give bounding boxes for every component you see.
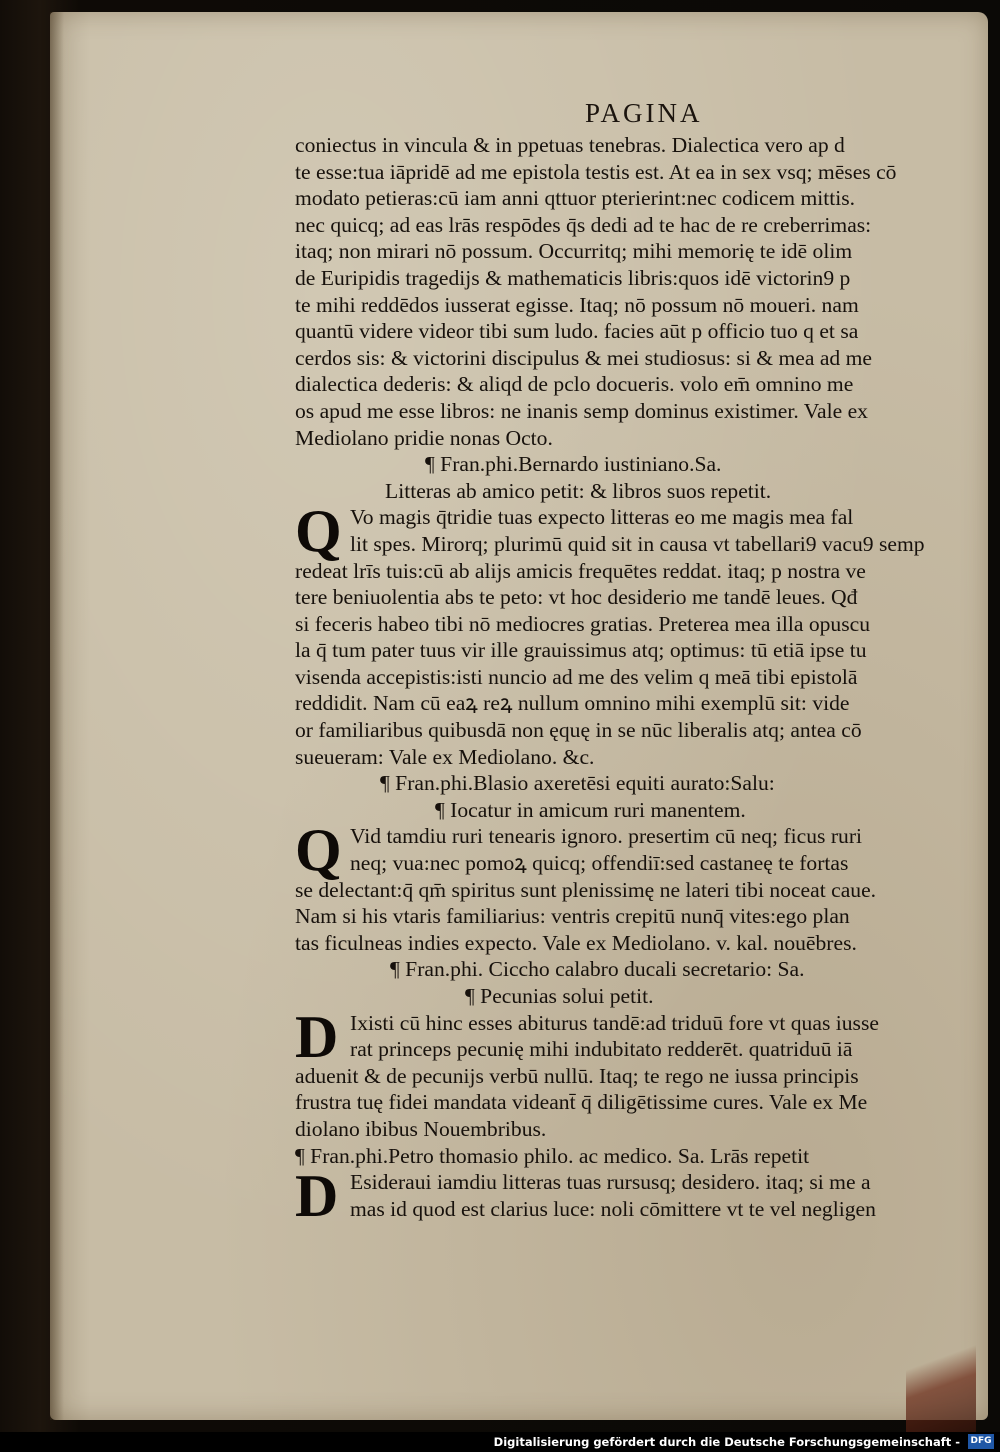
text-line: or familiaribus quibusdā non ęquę in se nūc liberalis atq; antea cō (295, 718, 862, 743)
text-line: frustra tuę fidei mandata videant̄ q̄ diligētissime cures. Vale ex Me (295, 1090, 868, 1115)
text-line: reddidit. Nam cū eaꝝ reꝝ nullum omnino mihi exemplū sit: vide (295, 691, 850, 716)
dfg-logo: DFG (968, 1434, 994, 1449)
letter-heading: ¶ Fran.phi.Petro thomasio philo. ac medico. Sa. Lrās repetit (295, 1143, 810, 1168)
drop-cap-initial: D (295, 1003, 339, 1070)
text-line: sueueram: Vale ex Mediolano. &c. (295, 744, 595, 769)
text-line: cerdos sis: & victorini discipulus & mei studiosus: si & mea ad me (295, 345, 872, 370)
text-line: modato petieras:cū iam anni qttuor pterierint:nec codicem mittis. (295, 186, 856, 211)
text-line: te esse:tua iāpridē ad me epistola testis est. At ea in sex vsq; mēses cō (295, 159, 897, 184)
text-line: Ixisti cū hinc esses abiturus tandē:ad triduū fore vt quas iusse (350, 1010, 879, 1035)
text-line: aduenit & de pecunijs verbū nullū. Itaq; te rego ne iussa principis (295, 1063, 859, 1088)
text-line: itaq; non mirari nō possum. Occurritq; mihi memorię te idē olim (295, 239, 853, 264)
running-head: PAGINA (585, 98, 703, 128)
text-line: rat princeps pecunię mihi indubitato redderēt. quatriduū iā (350, 1037, 853, 1062)
text-line: si feceris habeo tibi nō mediocres gratias. Preterea mea illa opuscu (295, 611, 871, 636)
text-line: neq; vua:nec pomoꝝ quicq; offendiī:sed castaneę te fortas (350, 851, 849, 876)
text-line: dialectica dederis: & aliqd de pclo docueris. volo em̄ omnino me (295, 372, 854, 397)
text-line: quantū videre videor tibi sum ludo. facies aūt p officio tuo q et sa (295, 319, 859, 344)
letter-heading: Litteras ab amico petit: & libros suos repetit. (385, 478, 772, 503)
drop-cap-initial: Q (295, 498, 342, 565)
page-stain (906, 1312, 976, 1432)
letter-heading: ¶ Fran.phi.Bernardo iustiniano.Sa. (425, 452, 722, 477)
letter-body (295, 817, 935, 956)
letter-body (295, 1003, 935, 1143)
text-line: lit spes. Mirorq; plurimū quid sit in causa vt tabellari9 vacu9 semp (350, 531, 925, 556)
drop-cap-initial: Q (295, 817, 342, 884)
text-line: tere beniuolentia abs te peto: vt hoc desiderio me tandē leues. Qđ (295, 585, 858, 610)
text-line: diolano ibibus Nouembribus. (295, 1116, 547, 1141)
page-text (295, 132, 935, 1230)
letter-body (295, 1163, 935, 1230)
drop-cap-initial: D (295, 1163, 339, 1230)
text-line: Mediolano pridie nonas Octo. (295, 425, 553, 450)
text-line: te mihi reddēdos iusserat egisse. Itaq; nō possum nō moueri. nam (295, 292, 859, 317)
text-line: de Euripidis tragedijs & mathematicis libris:quos idē victorin9 p (295, 265, 851, 290)
letter-heading: ¶ Fran.phi. Ciccho calabro ducali secretario: Sa. (390, 957, 805, 982)
text-line: Vid tamdiu ruri tenearis ignoro. presertim cū neq; ficus ruri (350, 824, 863, 849)
text-line: la q̄ tum pater tuus vir ille grauissimus atq; optimus: tū etiā ipse tu (295, 638, 867, 663)
text-line: Esideraui iamdiu litteras tuas rursusq; desidero. itaq; si me a (350, 1170, 871, 1195)
letter-heading: ¶ Pecunias solui petit. (465, 984, 654, 1008)
text-line: Vo magis q̄tridie tuas expecto litteras eo me magis mea fal (350, 505, 854, 530)
text-line: redeat lrīs tuis:cū ab alijs amicis frequētes reddat. itaq; p nostra ve (295, 558, 866, 583)
footer-bar (0, 1432, 1000, 1452)
text-line: os apud me esse libros: ne inanis semp dominus existimer. Vale ex (295, 398, 868, 423)
text-line: tas ficulneas indies expecto. Vale ex Mediolano. v. kal. nouēbres. (295, 930, 857, 955)
letter-body (295, 498, 935, 770)
text-line: nec quicq; ad eas lrās respōdes q̄s dedi ad te hac de re creberrimas: (295, 212, 872, 237)
letter-heading: ¶ Fran.phi.Blasio axeretēsi equiti aurato:Salu: (380, 771, 775, 796)
text-line: se delectant:q̄ qm̄ spiritus sunt plenissimę ne lateri tibi noceat caue. (295, 877, 877, 902)
text-line: mas id quod est clarius luce: noli cōmittere vt te vel negligen (350, 1196, 876, 1221)
text-line: coniectus in vincula & in ppetuas tenebras. Dialectica vero ap d (295, 133, 845, 157)
text-line: Nam si his vtaris familiarius: ventris crepitū nunq̄ vites:ego plan (295, 904, 850, 929)
page-gutter-shadow (50, 12, 64, 1420)
footer-credit: Digitalisierung gefördert durch die Deutsche Forschungsgemeinschaft - (493, 1435, 960, 1449)
text-line: visenda accepistis:isti nuncio ad me des velim q meā tibi epistolā (295, 664, 858, 689)
letter-heading: ¶ Iocatur in amicum ruri manentem. (435, 797, 746, 822)
